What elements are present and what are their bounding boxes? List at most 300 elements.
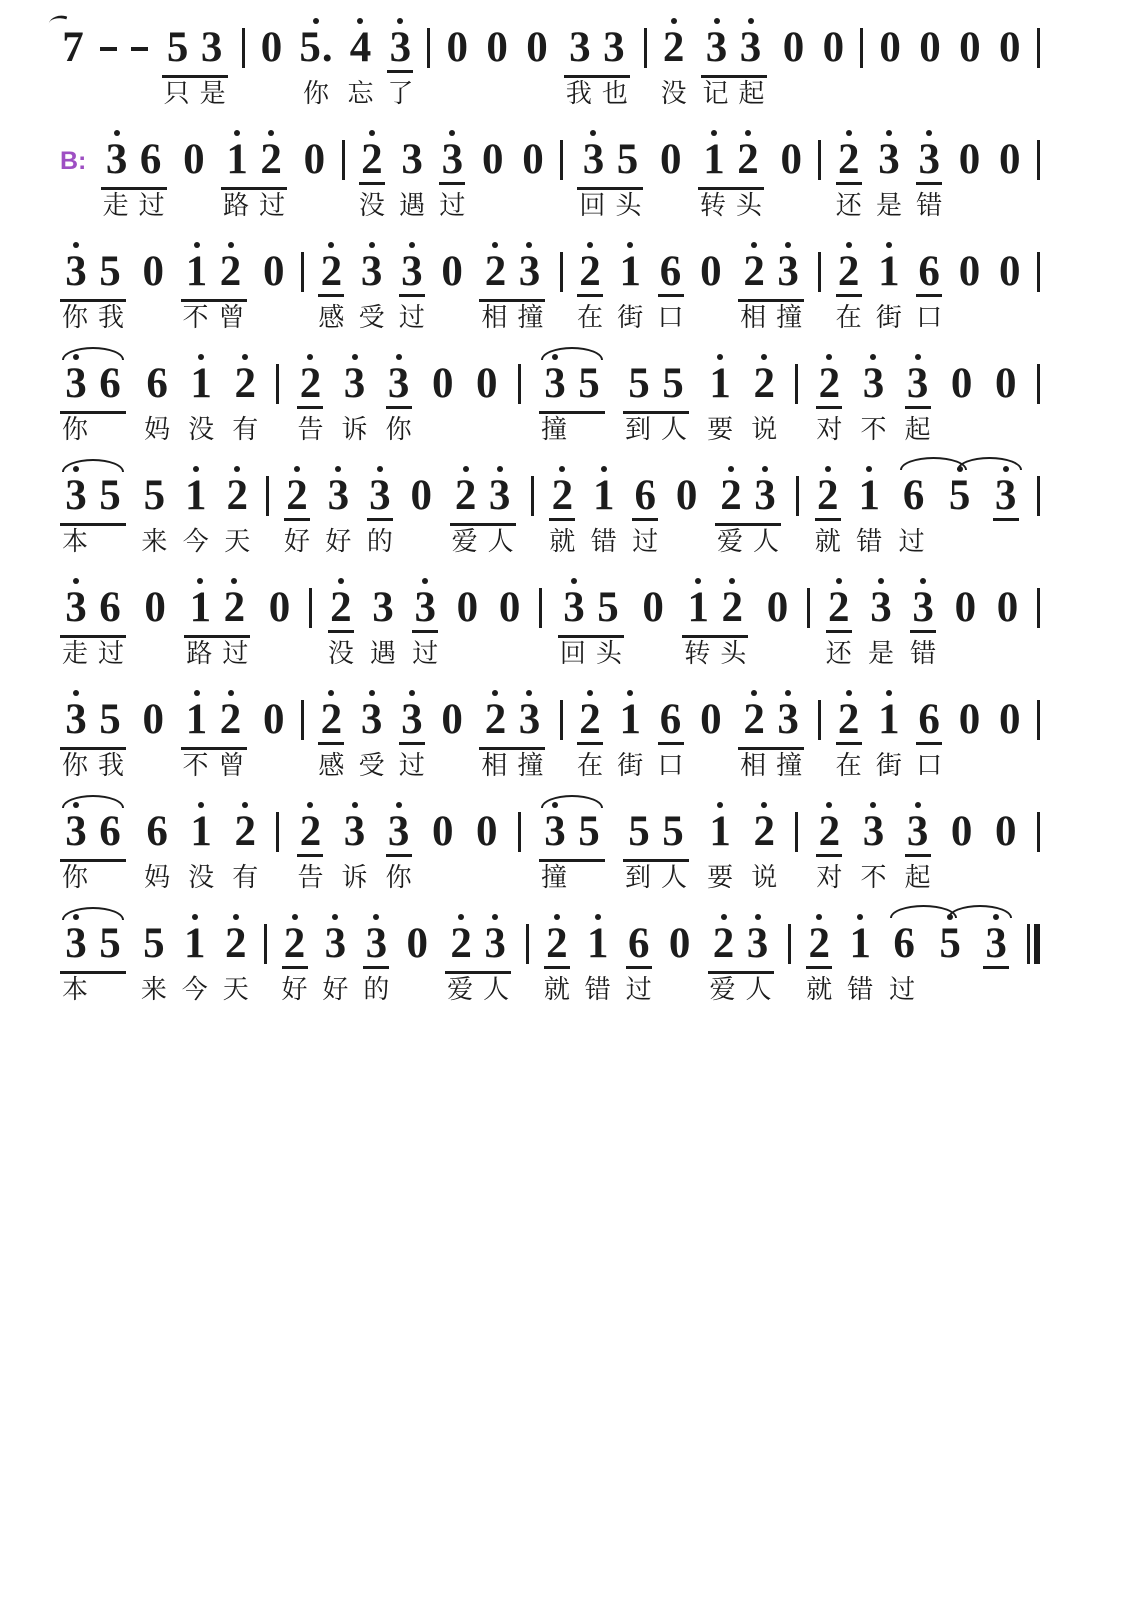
note-digit bbox=[524, 24, 550, 73]
note-cell bbox=[298, 12, 333, 108]
notation-line bbox=[60, 12, 1040, 108]
barline-stroke bbox=[276, 812, 279, 852]
note-digit-glyph: 3 bbox=[918, 136, 940, 183]
note-digit bbox=[617, 248, 643, 297]
note-digit-glyph: 2 bbox=[283, 920, 306, 967]
note-group bbox=[60, 348, 126, 444]
lyric-char bbox=[576, 414, 604, 444]
octave-dot-icon bbox=[228, 242, 234, 248]
lyric-char: 说 bbox=[751, 414, 778, 444]
note-cell bbox=[847, 908, 873, 1004]
octave-dot-icon bbox=[114, 130, 120, 136]
lyric-char bbox=[1004, 638, 1011, 668]
note-digit bbox=[916, 136, 942, 185]
barline-stroke bbox=[264, 924, 267, 964]
note-cell bbox=[698, 684, 724, 780]
lyric-char bbox=[449, 750, 456, 780]
note-digit bbox=[104, 136, 130, 185]
barline bbox=[427, 12, 430, 108]
lyric-char: 我 bbox=[565, 78, 592, 108]
note-cell bbox=[328, 572, 354, 668]
octave-dot-icon bbox=[755, 914, 761, 920]
note-digit bbox=[454, 584, 480, 633]
note-digit-glyph: 3 bbox=[777, 696, 799, 743]
note-digit bbox=[482, 248, 508, 297]
note-digit-glyph: 3 bbox=[878, 136, 900, 183]
lyric-char: 错 bbox=[584, 974, 611, 1004]
note-digit-glyph: 2 bbox=[484, 248, 507, 295]
note-digit-glyph: 3 bbox=[906, 808, 929, 855]
slur-arc-icon bbox=[541, 347, 603, 360]
note-digit bbox=[188, 360, 214, 409]
note-digit bbox=[561, 584, 587, 633]
note-cell bbox=[232, 796, 258, 892]
note-digit bbox=[301, 136, 327, 185]
note-digit bbox=[764, 584, 790, 633]
note-digit-glyph: 0 bbox=[142, 696, 165, 743]
lyric-char: 本 bbox=[61, 974, 88, 1004]
note-cell bbox=[232, 348, 258, 444]
barline bbox=[531, 460, 534, 556]
note-cell bbox=[454, 572, 480, 668]
note-digit bbox=[359, 248, 385, 297]
note-digit bbox=[342, 808, 368, 857]
octave-dot-icon bbox=[194, 690, 200, 696]
octave-dot-icon bbox=[886, 242, 892, 248]
lyric-char: 撞 bbox=[776, 750, 803, 780]
barline bbox=[518, 796, 521, 892]
note-digit bbox=[685, 584, 711, 633]
note-digit bbox=[775, 248, 801, 297]
note-digit-glyph: 3 bbox=[360, 696, 383, 743]
note-group bbox=[898, 460, 1022, 556]
beamed-group bbox=[450, 472, 516, 526]
note-digit bbox=[184, 696, 210, 745]
note-digit bbox=[658, 248, 684, 297]
barline-stroke bbox=[1037, 812, 1040, 852]
lyric-char: 今 bbox=[181, 974, 208, 1004]
note-digit-glyph: 6 bbox=[902, 472, 925, 519]
note-digit bbox=[549, 472, 575, 521]
lyric-char: 好 bbox=[325, 526, 352, 556]
note-digit bbox=[995, 584, 1021, 633]
note-cell bbox=[905, 348, 931, 444]
note-digit bbox=[905, 360, 931, 409]
lyric-char: 过 bbox=[889, 974, 916, 1004]
note-digit bbox=[735, 136, 761, 185]
note-digit-glyph: 5 bbox=[99, 920, 121, 967]
octave-dot-icon bbox=[745, 130, 751, 136]
note-digit bbox=[947, 472, 973, 521]
duration-dash bbox=[100, 12, 117, 108]
note-group bbox=[738, 684, 804, 780]
barline-stroke bbox=[1037, 140, 1040, 180]
note-group bbox=[682, 572, 748, 668]
lyric-char: 的 bbox=[366, 526, 393, 556]
note-digit-glyph: 3 bbox=[105, 136, 128, 183]
note-digit bbox=[474, 360, 500, 409]
lyric-char: 在 bbox=[835, 750, 862, 780]
beamed-group bbox=[738, 696, 804, 750]
note-digit bbox=[660, 808, 686, 857]
lyric-char: 还 bbox=[825, 638, 852, 668]
note-cell bbox=[301, 124, 327, 220]
note-digit-glyph: 0 bbox=[998, 696, 1021, 743]
note-digit-glyph: 3 bbox=[65, 696, 87, 743]
lyric-char: 口 bbox=[657, 750, 684, 780]
beamed-group bbox=[181, 696, 247, 750]
lyric-char: 过 bbox=[898, 526, 925, 556]
note-digit bbox=[983, 920, 1009, 969]
note-digit bbox=[707, 808, 733, 857]
lyric-char: 你 bbox=[385, 862, 412, 892]
octave-dot-icon bbox=[711, 130, 717, 136]
note-cell bbox=[342, 796, 368, 892]
note-digit-glyph: 0 bbox=[410, 472, 432, 519]
octave-dot-icon bbox=[721, 914, 727, 920]
lyric-char: 不 bbox=[182, 302, 209, 332]
note-digit-glyph: 0 bbox=[959, 24, 981, 71]
note-digit bbox=[322, 920, 348, 969]
note-digit bbox=[658, 696, 684, 745]
note-digit bbox=[261, 248, 287, 297]
barline bbox=[539, 572, 542, 668]
beamed-group bbox=[101, 136, 167, 190]
note-cell bbox=[267, 572, 293, 668]
lyric-char bbox=[984, 974, 1012, 1004]
note-digit bbox=[542, 808, 568, 857]
note-cell bbox=[997, 684, 1023, 780]
note-digit bbox=[60, 24, 86, 73]
augmentation-dot: . bbox=[321, 24, 333, 71]
note-digit-glyph: 0 bbox=[782, 24, 805, 71]
note-digit-glyph: 0 bbox=[260, 24, 283, 71]
note-digit bbox=[261, 696, 287, 745]
note-digit-glyph: 2 bbox=[330, 584, 352, 631]
barline bbox=[644, 12, 647, 108]
lyric-char: 错 bbox=[916, 190, 943, 220]
note-cell bbox=[408, 460, 434, 556]
note-digit-glyph: 1 bbox=[878, 696, 900, 743]
lyric-char: 头 bbox=[615, 190, 642, 220]
note-digit-glyph: 7 bbox=[62, 24, 84, 71]
barline bbox=[796, 460, 799, 556]
note-digit-glyph: 6 bbox=[99, 584, 121, 631]
barline-stroke bbox=[560, 140, 563, 180]
lyric-char: 记 bbox=[702, 78, 729, 108]
octave-dot-icon bbox=[73, 466, 79, 472]
beamed-group bbox=[701, 24, 767, 78]
barline-stroke bbox=[342, 140, 345, 180]
lyric-char: 本 bbox=[61, 526, 88, 556]
barline bbox=[1037, 236, 1040, 332]
note-digit bbox=[956, 136, 982, 185]
note-digit bbox=[719, 584, 745, 633]
beamed-group bbox=[60, 248, 126, 302]
note-digit-glyph: 1 bbox=[185, 248, 208, 295]
note-digit bbox=[144, 808, 170, 857]
octave-dot-icon bbox=[73, 914, 79, 920]
note-cell bbox=[183, 460, 209, 556]
note-digit-glyph: 3 bbox=[870, 584, 892, 631]
barline bbox=[1037, 124, 1040, 220]
note-digit-glyph: 1 bbox=[619, 696, 641, 743]
note-digit bbox=[328, 584, 354, 633]
lyric-char: 回 bbox=[579, 190, 606, 220]
lyric-char: 不 bbox=[860, 862, 887, 892]
beamed-group bbox=[682, 584, 748, 638]
note-group bbox=[221, 124, 287, 220]
notation-line bbox=[60, 684, 1040, 780]
lyric-char: 你 bbox=[302, 78, 329, 108]
note-digit bbox=[297, 360, 323, 409]
note-cell bbox=[223, 908, 249, 1004]
note-cell bbox=[325, 460, 351, 556]
lyric-char: 过 bbox=[632, 526, 659, 556]
lyric-char: 口 bbox=[657, 302, 684, 332]
beamed-group bbox=[221, 136, 287, 190]
note-digit bbox=[876, 248, 902, 297]
note-digit-glyph: 1 bbox=[190, 360, 212, 407]
note-digit-glyph: 0 bbox=[668, 920, 691, 967]
barline-stroke bbox=[301, 700, 304, 740]
note-digit-glyph: 3 bbox=[569, 24, 591, 71]
octave-dot-icon bbox=[886, 130, 892, 136]
note-group bbox=[539, 796, 605, 892]
note-digit-glyph: 0 bbox=[476, 360, 498, 407]
note-digit-glyph: 3 bbox=[324, 920, 347, 967]
note-digit-glyph: 3 bbox=[389, 24, 412, 71]
note-digit-glyph: 0 bbox=[441, 248, 463, 295]
note-digit bbox=[142, 584, 168, 633]
lyric-char: 转 bbox=[699, 190, 726, 220]
lyric-char: 来 bbox=[140, 974, 167, 1004]
note-digit bbox=[282, 920, 308, 969]
note-cell bbox=[412, 572, 438, 668]
note-digit bbox=[701, 136, 727, 185]
note-group bbox=[60, 796, 126, 892]
note-digit bbox=[617, 696, 643, 745]
note-digit bbox=[815, 472, 841, 521]
note-digit bbox=[997, 248, 1023, 297]
note-digit-glyph: 2 bbox=[224, 920, 247, 967]
lyric-char bbox=[958, 414, 965, 444]
lyric-char bbox=[958, 862, 965, 892]
lyric-char: 对 bbox=[816, 414, 843, 444]
note-digit-glyph: 1 bbox=[189, 584, 212, 631]
note-cell bbox=[342, 348, 368, 444]
jianpu-sheet bbox=[60, 12, 1040, 1020]
note-group bbox=[577, 124, 643, 220]
note-digit-glyph: 3 bbox=[65, 808, 87, 855]
lyric-char: 没 bbox=[660, 78, 687, 108]
note-cell bbox=[707, 348, 733, 444]
note-digit-glyph: 3 bbox=[441, 136, 464, 183]
lyric-char bbox=[483, 862, 490, 892]
note-cell bbox=[591, 460, 617, 556]
note-group bbox=[623, 796, 689, 892]
lyric-char: 对 bbox=[816, 862, 843, 892]
lyric-char: 走 bbox=[61, 638, 88, 668]
note-digit-glyph: 5 bbox=[597, 584, 619, 631]
note-digit bbox=[399, 696, 425, 745]
lyric-char bbox=[97, 414, 125, 444]
lyric-char: 过 bbox=[412, 638, 439, 668]
note-digit bbox=[497, 584, 523, 633]
octave-dot-icon bbox=[396, 354, 402, 360]
note-cell bbox=[520, 124, 546, 220]
lyric-char: 起 bbox=[904, 414, 931, 444]
octave-dot-icon bbox=[552, 354, 558, 360]
lyric-char: 人 bbox=[483, 974, 510, 1004]
octave-dot-icon bbox=[73, 802, 79, 808]
lyric-char bbox=[311, 190, 318, 220]
lyric-char bbox=[97, 526, 125, 556]
note-digit bbox=[775, 696, 801, 745]
note-cell bbox=[993, 348, 1019, 444]
note-digit-glyph: 3 bbox=[200, 24, 223, 71]
octave-dot-icon bbox=[846, 242, 852, 248]
note-digit-glyph: 0 bbox=[999, 24, 1021, 71]
note-digit bbox=[318, 248, 344, 297]
note-digit-glyph: 6 bbox=[139, 136, 162, 183]
note-digit-glyph: 3 bbox=[343, 808, 366, 855]
note-digit bbox=[997, 136, 1023, 185]
note-digit bbox=[542, 360, 568, 409]
note-cell bbox=[815, 460, 841, 556]
note-digit bbox=[482, 920, 508, 969]
note-cell bbox=[585, 908, 611, 1004]
barline-stroke bbox=[1037, 28, 1040, 68]
note-cell bbox=[836, 236, 862, 332]
note-cell bbox=[860, 348, 886, 444]
barline bbox=[795, 348, 798, 444]
note-digit-glyph: 5 bbox=[662, 808, 684, 855]
note-digit bbox=[359, 136, 385, 185]
note-digit bbox=[836, 248, 862, 297]
note-digit-glyph: 0 bbox=[431, 360, 454, 407]
note-digit-glyph: 1 bbox=[190, 808, 212, 855]
barline-stroke bbox=[644, 28, 647, 68]
note-cell bbox=[956, 236, 982, 332]
note-digit-glyph: 1 bbox=[709, 360, 731, 407]
octave-dot-icon bbox=[233, 914, 239, 920]
slur-arc-icon bbox=[541, 795, 603, 808]
note-cell bbox=[318, 684, 344, 780]
barline-stroke bbox=[1037, 252, 1040, 292]
note-digit bbox=[404, 920, 430, 969]
note-digit bbox=[585, 920, 611, 969]
barline-stroke bbox=[795, 812, 798, 852]
octave-dot-icon bbox=[73, 690, 79, 696]
note-digit bbox=[439, 248, 465, 297]
note-digit-glyph: 1 bbox=[703, 136, 725, 183]
note-digit-glyph: 5 bbox=[143, 920, 165, 967]
note-group bbox=[738, 236, 804, 332]
beamed-group bbox=[479, 696, 545, 750]
note-digit bbox=[997, 24, 1023, 73]
note-digit-glyph: 2 bbox=[299, 360, 322, 407]
lyric-char: 到 bbox=[625, 414, 652, 444]
lyric-char: 到 bbox=[625, 862, 652, 892]
lyric-char: 街 bbox=[875, 750, 902, 780]
note-cell bbox=[399, 236, 425, 332]
note-group bbox=[623, 348, 689, 444]
octave-dot-icon bbox=[463, 466, 469, 472]
note-digit bbox=[370, 584, 396, 633]
barline bbox=[795, 796, 798, 892]
note-cell bbox=[140, 684, 166, 780]
note-digit-glyph: 2 bbox=[546, 920, 568, 967]
note-digit-glyph: 3 bbox=[746, 920, 769, 967]
lyric-char: 回 bbox=[559, 638, 586, 668]
lyric-char bbox=[69, 78, 76, 108]
note-digit bbox=[614, 136, 640, 185]
note-digit bbox=[997, 696, 1023, 745]
octave-dot-icon bbox=[294, 466, 300, 472]
note-digit-glyph: 0 bbox=[476, 808, 498, 855]
barline-stroke bbox=[1037, 476, 1040, 516]
lyric-char: 的 bbox=[363, 974, 390, 1004]
lyric-char bbox=[966, 78, 973, 108]
lyric-char bbox=[790, 78, 797, 108]
lyric-char: 有 bbox=[232, 414, 259, 444]
note-digit bbox=[891, 920, 917, 969]
note-cell bbox=[404, 908, 430, 1004]
barline-stroke bbox=[539, 588, 542, 628]
note-digit-glyph: 0 bbox=[526, 24, 548, 71]
barline bbox=[242, 12, 245, 108]
lyric-char: 我 bbox=[97, 750, 124, 780]
note-digit bbox=[860, 360, 886, 409]
lyric-char: 错 bbox=[590, 526, 617, 556]
note-cell bbox=[806, 908, 832, 1004]
note-cell bbox=[952, 572, 978, 668]
octave-dot-icon bbox=[352, 802, 358, 808]
note-digit bbox=[658, 136, 684, 185]
note-digit bbox=[448, 920, 474, 969]
lyric-char: 相 bbox=[481, 750, 508, 780]
note-digit-glyph: 0 bbox=[996, 584, 1019, 631]
lyric-char: 头 bbox=[595, 638, 622, 668]
note-digit bbox=[698, 248, 724, 297]
lyric-char bbox=[946, 526, 974, 556]
note-digit bbox=[223, 920, 249, 969]
note-digit bbox=[956, 248, 982, 297]
note-digit bbox=[399, 248, 425, 297]
note-cell bbox=[876, 236, 902, 332]
note-digit-glyph: 2 bbox=[579, 696, 601, 743]
note-digit bbox=[836, 136, 862, 185]
note-digit-glyph: 0 bbox=[958, 248, 981, 295]
lyric-char: 爱 bbox=[447, 974, 474, 1004]
note-cell bbox=[995, 572, 1021, 668]
barline-stroke bbox=[818, 700, 821, 740]
note-digit-glyph: 6 bbox=[634, 472, 656, 519]
beamed-group bbox=[60, 472, 126, 526]
note-cell bbox=[284, 460, 310, 556]
duration-dash bbox=[131, 12, 148, 108]
note-digit-glyph: 0 bbox=[998, 248, 1021, 295]
note-cell bbox=[877, 12, 903, 108]
note-digit bbox=[674, 472, 700, 521]
note-digit-glyph: 2 bbox=[226, 472, 248, 519]
note-digit bbox=[516, 248, 542, 297]
barline-stroke bbox=[301, 252, 304, 292]
note-digit bbox=[876, 696, 902, 745]
note-digit bbox=[847, 920, 873, 969]
note-cell bbox=[860, 796, 886, 892]
